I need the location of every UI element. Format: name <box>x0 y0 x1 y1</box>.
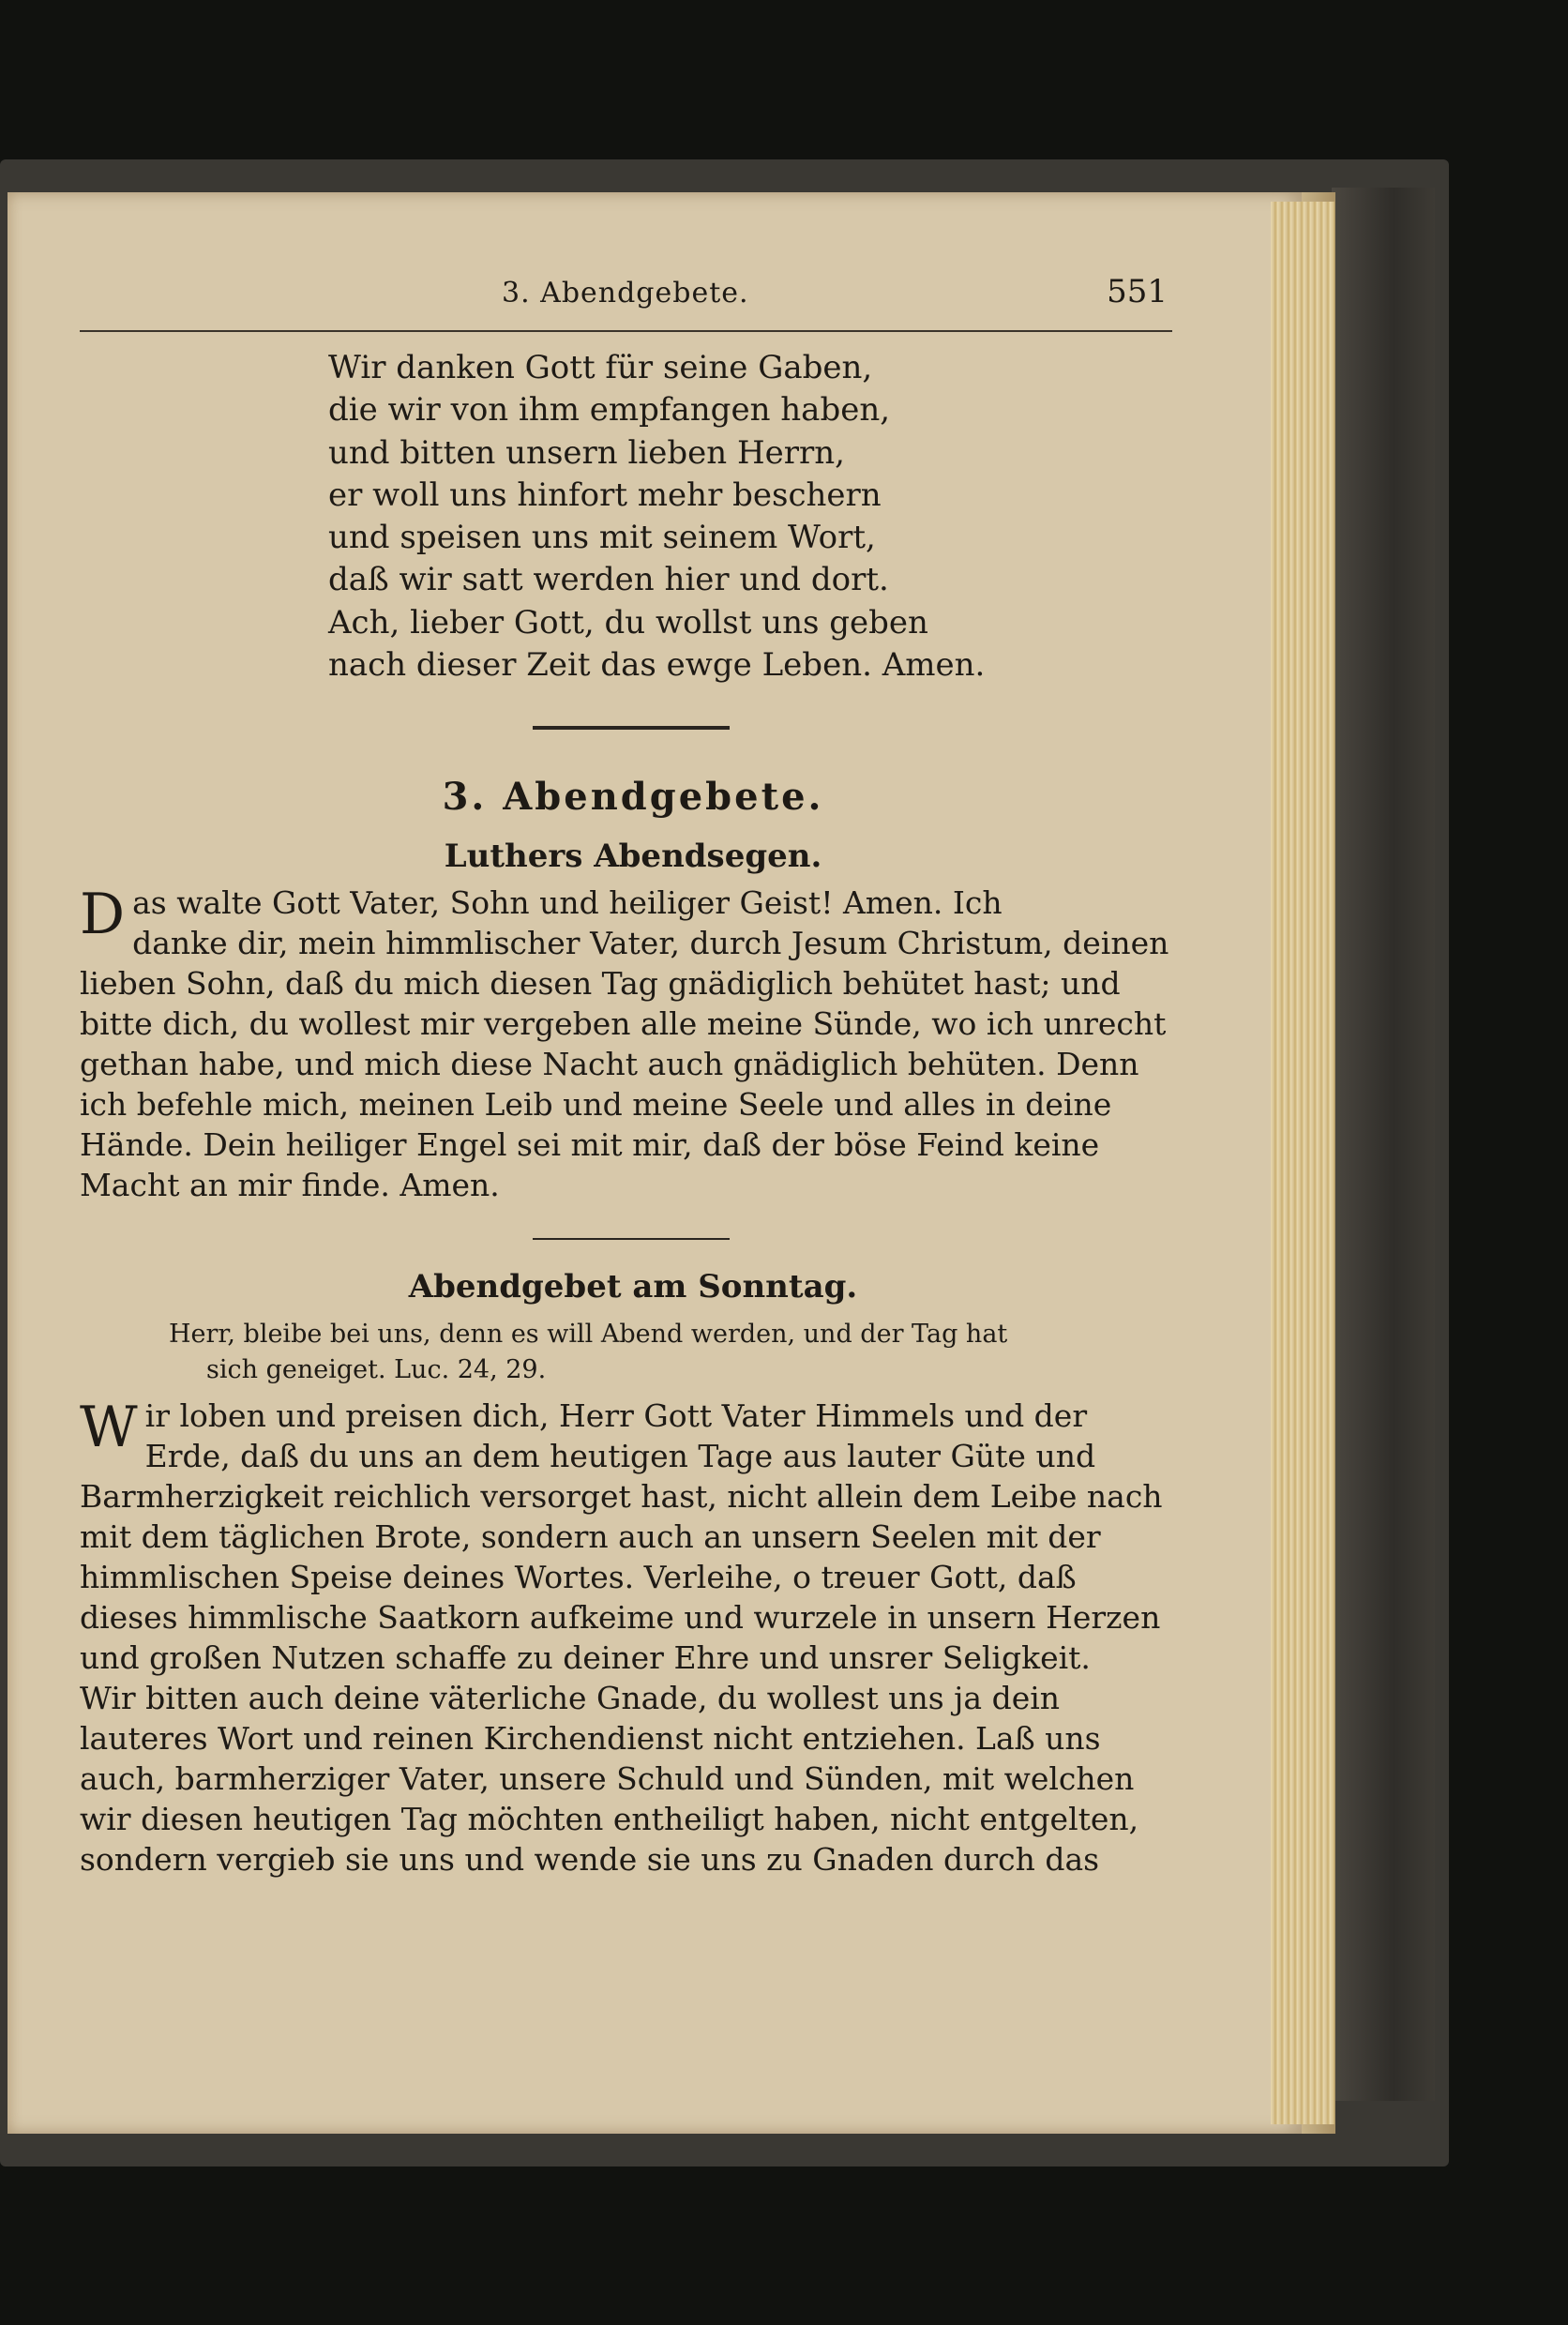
prose-line: lauteres Wort und reinen Kirchendienst nicht entziehen. Laß uns <box>80 1720 1101 1758</box>
page-content <box>80 239 1186 1880</box>
prose-line: himmlischen Speise deines Wortes. Verleihe, o treuer Gott, daß <box>80 1559 1077 1596</box>
page-number: 551 <box>1107 273 1168 310</box>
verse-line: er woll uns hinfort mehr beschern <box>328 476 882 514</box>
verse-line: nach dieser Zeit das ewge Leben. Amen. <box>328 646 986 685</box>
header-rule <box>80 330 1172 332</box>
prose-line: bitte dich, du wollest mir vergeben alle meine Sünde, wo ich unrecht <box>80 1005 1167 1043</box>
verse-line: daß wir satt werden hier und dort. <box>328 561 889 599</box>
prose-line: danke dir, mein himmlischer Vater, durch Jesum Christum, deinen <box>132 925 1169 962</box>
prayer-divider <box>533 1238 730 1240</box>
prose-line: dieses himmlische Saatkorn aufkeime und wurzele in unsern Herzen <box>80 1599 1161 1637</box>
prose-line: ich befehle mich, meinen Leib und meine Seele und alles in deine <box>80 1086 1112 1124</box>
prose-line: und großen Nutzen schaffe zu deiner Ehre und unsrer Seligkeit. <box>80 1639 1091 1677</box>
prose-line: auch, barmherziger Vater, unsere Schuld und Sünden, mit welchen <box>80 1760 1135 1798</box>
page-header <box>80 239 1186 314</box>
prose-line: mit dem täglichen Brote, sondern auch an unsern Seelen mit der <box>80 1518 1101 1556</box>
prose-line: Macht an mir finde. Amen. <box>80 1167 500 1204</box>
verse-line: und speisen uns mit seinem Wort, <box>328 519 876 557</box>
prose-line: as walte Gott Vater, Sohn und heiliger Geist! Amen. Ich <box>132 884 1003 922</box>
prose-line: Barmherzigkeit reichlich versorget hast, nicht allein dem Leibe nach <box>80 1478 1163 1516</box>
hymn-verse <box>80 347 1186 687</box>
running-title: 3. Abendgebete. <box>502 277 749 309</box>
prayer-title-luther: Luthers Abendsegen. <box>444 838 822 876</box>
prose-line: ir loben und preisen dich, Herr Gott Vater Himmels und der <box>144 1397 1088 1435</box>
prose-line: Erde, daß du uns an dem heutigen Tage aus lauter Güte und <box>144 1438 1096 1475</box>
verse-line: die wir von ihm empfangen haben, <box>328 391 891 430</box>
drop-cap: D <box>80 882 126 948</box>
book-cover-edge <box>1332 188 1435 2101</box>
section-title: 3. Abendgebete. <box>442 775 824 820</box>
motto-line: sich geneiget. Luc. 24, 29. <box>206 1355 547 1385</box>
page-edges <box>1271 202 1334 2124</box>
prayer-text-luther <box>80 883 1186 1205</box>
prose-line: Hände. Dein heiliger Engel sei mit mir, daß der böse Feind keine <box>80 1126 1100 1164</box>
motto-line: Herr, bleibe bei uns, denn es will Abend werden, und der Tag hat <box>169 1320 1008 1350</box>
bible-motto <box>80 1317 1186 1388</box>
verse-line: Ach, lieber Gott, du wollst uns geben <box>328 603 928 642</box>
prose-line: lieben Sohn, daß du mich diesen Tag gnädiglich behütet hast; und <box>80 965 1121 1003</box>
prayer-text-sunday <box>80 1396 1186 1880</box>
prose-line: sondern vergieb sie uns und wende sie uns zu Gnaden durch das <box>80 1841 1100 1879</box>
drop-cap: W <box>80 1395 138 1461</box>
prose-line: wir diesen heutigen Tag möchten entheiligt haben, nicht entgelten, <box>80 1801 1139 1838</box>
prose-line: Wir bitten auch deine väterliche Gnade, du wollest uns ja dein <box>80 1680 1061 1717</box>
prose-line: gethan habe, und mich diese Nacht auch gnädiglich behüten. Denn <box>80 1046 1139 1083</box>
verse-line: und bitten unsern lieben Herrn, <box>328 433 845 472</box>
verse-line: Wir danken Gott für seine Gaben, <box>328 349 873 386</box>
prayer-title-sunday: Abendgebet am Sonntag. <box>408 1268 858 1306</box>
section-divider <box>533 726 730 730</box>
